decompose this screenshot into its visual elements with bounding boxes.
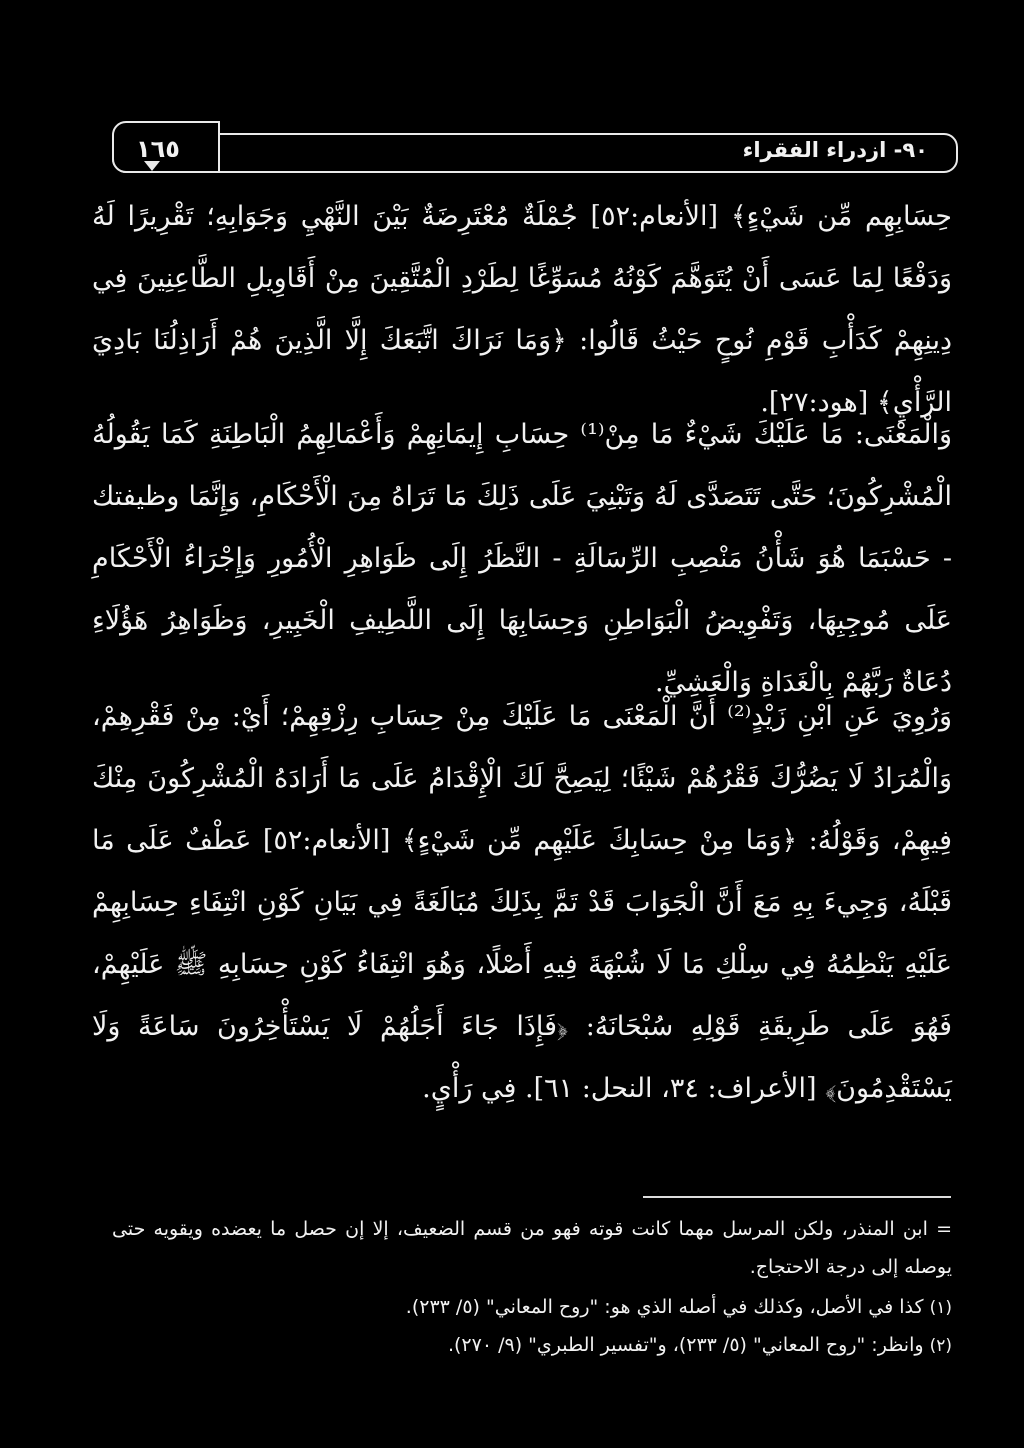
running-header: [112, 133, 958, 173]
paragraph-3: وَرُوِيَ عَنِ ابْنِ زَيْدٍ⁽²⁾ أَنَّ الْمَعْنَى مَا عَلَيْكَ مِنْ حِسَابِ رِزْقِهِمْ؛ أَيْ: مِنْ فَقْرِهِمْ، وَالْمُرَادُ لَا يَضُرُّكَ فَقْرُهُمْ شَيْئًا؛ لِيَصِحَّ لَكَ الْإِقْدَامُ عَلَى مَا أَرَادَهُ الْمُشْرِكُونَ مِنْكَ فِيهِمْ، وَقَوْلُهُ: ﴿وَمَا مِنْ حِسَابِكَ عَلَيْهِم مِّن شَيْءٍ﴾ [الأنعام:٥٢] عَطْفٌ عَلَى مَا قَبْلَهُ، وَجِيءَ بِهِ مَعَ أَنَّ الْجَوَابَ قَدْ تَمَّ بِذَلِكَ مُبَالَغَةً فِي بَيَانِ كَوْنِ انْتِفَاءِ حِسَابِهِمْ عَلَيْهِ يَنْظِمُهُ فِي سِلْكِ مَا لَا شُبْهَةَ فِيهِ أَصْلًا، وَهُوَ انْتِفَاءُ كَوْنِ حِسَابِهِ ﷺ عَلَيْهِمْ، فَهُوَ عَلَى طَرِيقَةِ قَوْلِهِ سُبْحَانَهُ: ﴿فَإِذَا جَاءَ أَجَلُهُمْ لَا يَسْتَأْخِرُونَ سَاعَةً وَلَا يَسْتَقْدِمُونَ﴾ [الأعراف: ٣٤، النحل: ٦١]. فِي رَأْيٍ.: [92, 701, 953, 1104]
page-marker-icon: [144, 161, 160, 171]
footnote-1-marker: (١): [929, 1298, 952, 1318]
footnote-divider: [643, 1196, 951, 1198]
footnote-2-marker: (٢): [929, 1336, 952, 1356]
page-number-box: [112, 121, 220, 173]
chapter-title: ٩٠- ازدراء الفقراء: [742, 138, 928, 162]
footnote-2: [112, 1326, 952, 1365]
paragraph-1: حِسَابِهِم مِّن شَيْءٍ﴾ [الأنعام:٥٢] جُمْلَةٌ مُعْتَرِضَةٌ بَيْنَ النَّهْيِ وَجَوَابِهِ؛ تَقْرِيرًا لَهُ وَدَفْعًا لِمَا عَسَى أَنْ يُتَوَهَّمَ كَوْنُهُ مُسَوِّغًا لِطَرْدِ الْمُتَّقِينَ مِنْ أَقَاوِيلِ الطَّاعِنِينَ فِي دِينِهِمْ كَدَأْبِ قَوْمِ نُوحٍ حَيْثُ قَالُوا: ﴿وَمَا نَرَاكَ اتَّبَعَكَ إِلَّا الَّذِينَ هُمْ أَرَاذِلُنَا بَادِيَ الرَّأْيِ﴾ [هود:٢٧].: [92, 201, 952, 418]
footnote-2-text: وانظر: "روح المعاني" (٥/ ٢٣٣)، و"تفسير الطبري" (٩/ ٢٧٠).: [447, 1334, 924, 1356]
page-number: ١٦٥: [136, 135, 180, 163]
footnote-1: [112, 1288, 952, 1327]
footnote-continuation: = ابن المنذر، ولكن المرسل مهما كانت قوته فهو من قسم الضعيف، إلا إن حصل ما يعضده ويقويه حتى يوصله إلى درجة الاحتجاج.: [112, 1218, 952, 1278]
paragraph-2: وَالْمَعْنَى: مَا عَلَيْكَ شَيْءٌ مَا مِنْ⁽¹⁾ حِسَابِ إِيمَانِهِمْ وَأَعْمَالِهِمُ الْبَاطِنَةِ كَمَا يَقُولُهُ الْمُشْرِكُونَ؛ حَتَّى تَتَصَدَّى لَهُ وَتَبْنِيَ عَلَى ذَلِكَ مَا تَرَاهُ مِنَ الْأَحْكَامِ، وَإِنَّمَا وظيفتك - حَسْبَمَا هُوَ شَأْنُ مَنْصِبِ الرِّسَالَةِ - النَّظَرُ إِلَى ظَوَاهِرِ الْأُمُورِ وَإِجْرَاءُ الْأَحْكَامِ عَلَى مُوجِبِهَا، وَتَفْوِيضُ الْبَوَاطِنِ وَحِسَابِهَا إِلَى اللَّطِيفِ الْخَبِيرِ، وَظَوَاهِرُ هَؤُلَاءِ دُعَاةٌ رَبَّهُمْ بِالْغَدَاةِ وَالْعَشِيِّ.: [92, 419, 952, 698]
footnote-1-text: كذا في الأصل، وكذلك في أصله الذي هو: "روح المعاني" (٥/ ٢٣٣).: [405, 1296, 924, 1318]
